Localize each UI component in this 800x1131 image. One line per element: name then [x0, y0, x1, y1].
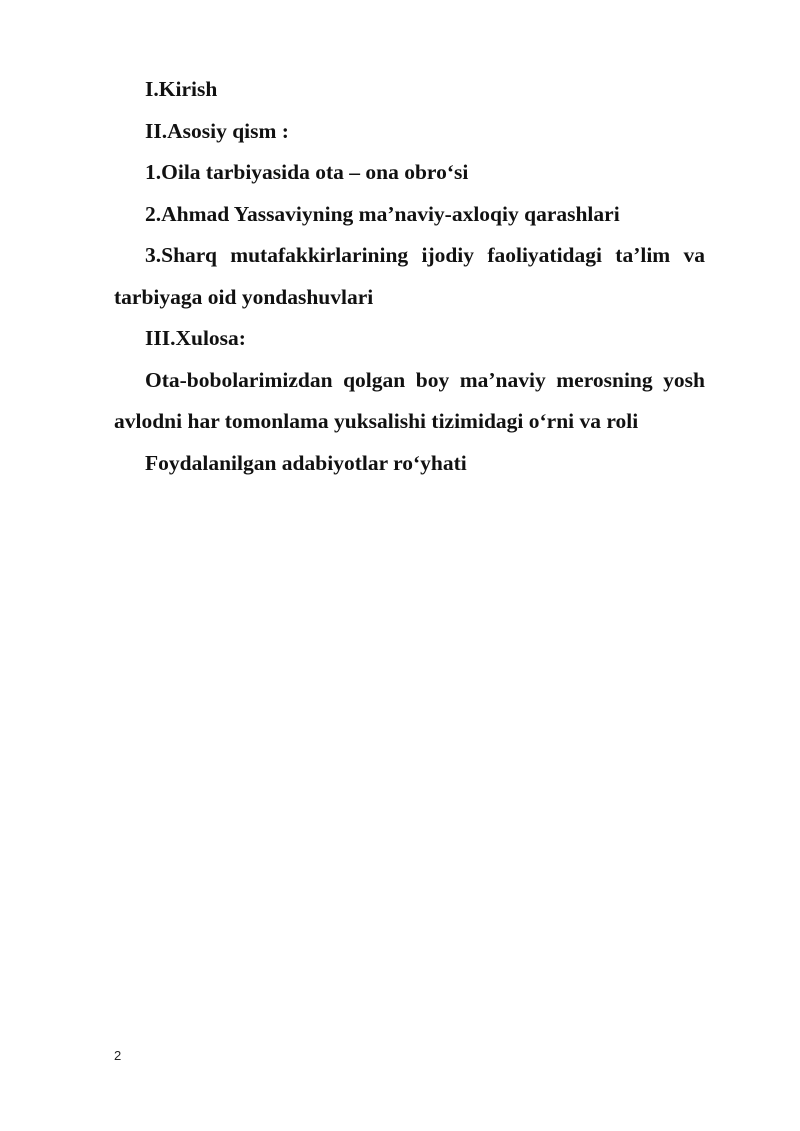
outline-item-section-2: 2.Ahmad Yassaviyning ma’naviy-axloqiy qarashlari [145, 201, 620, 226]
outline-item-section-1: 1.Oila tarbiyasida ota – ona obro‘si [145, 160, 469, 184]
outline-content [114, 69, 705, 484]
outline-item-conclusion-text: Ota-bobolarimizdan qolgan boy ma’naviy merosning yosh avlodni har tomonlama yuksalishi tizimidagi o‘rni va roli [114, 367, 705, 433]
outline-item-main-part: II.Asosiy qism : [145, 118, 289, 143]
outline-item-bibliography: Foydalanilgan adabiyotlar ro‘yhati [145, 450, 467, 475]
page-number: 2 [114, 1048, 122, 1063]
outline-item-section-3: 3.Sharq mutafakkirlarining ijodiy faoliyatidagi ta’lim va tarbiyaga oid yondashuvlari [114, 243, 705, 309]
outline-item-introduction: I.Kirish [145, 77, 218, 101]
outline-item-conclusion: III.Xulosa: [145, 326, 246, 350]
